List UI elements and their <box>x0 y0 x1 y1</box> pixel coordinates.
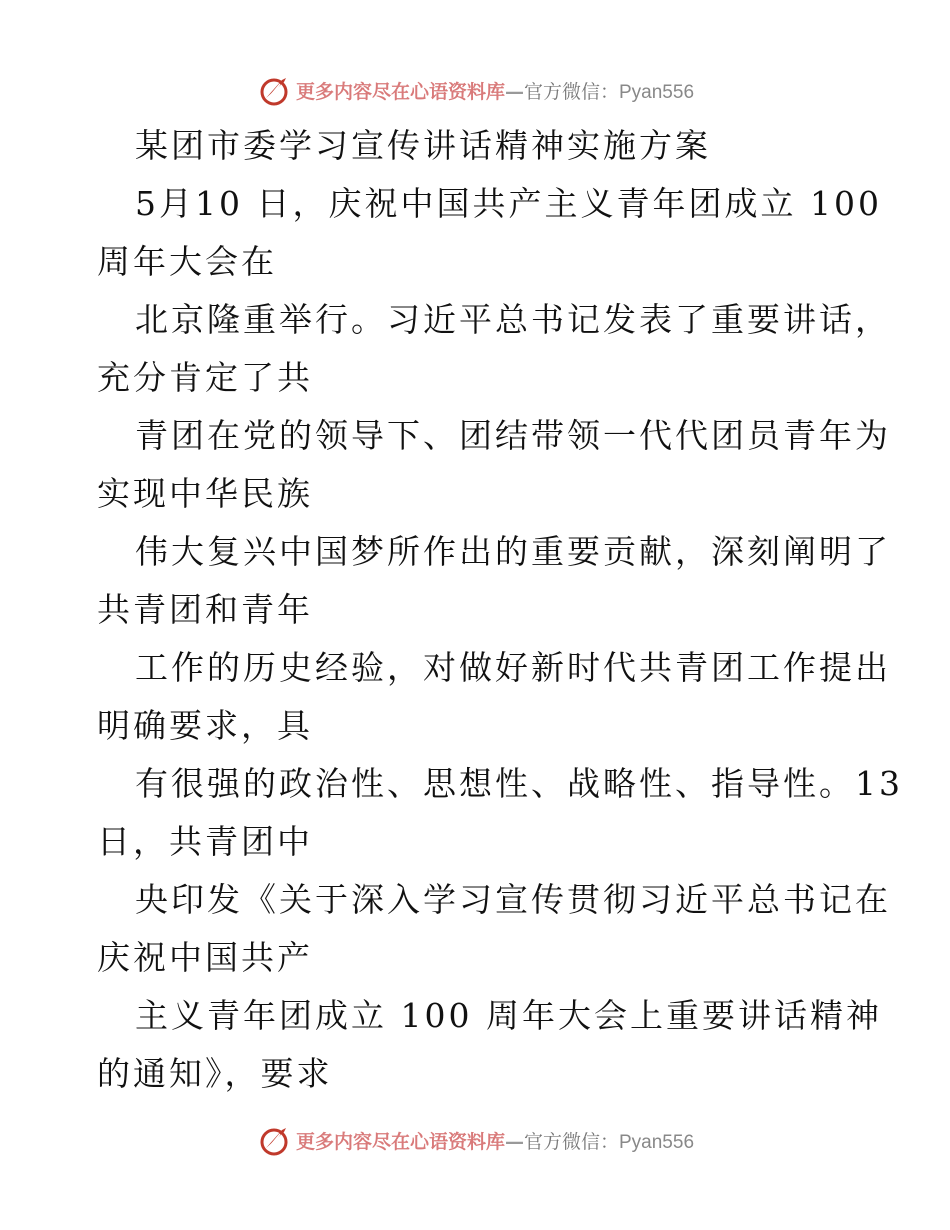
paragraph-line: 庆祝中国共产 <box>97 938 313 977</box>
watermark-text <box>296 1127 694 1154</box>
paragraph-line: 工作的历史经验，对做好新时代共青团工作提出 <box>135 648 891 687</box>
paragraph-line: 伟大复兴中国梦所作出的重要贡献，深刻阐明了 <box>135 532 891 571</box>
paragraph-line: 实现中华民族 <box>97 474 313 513</box>
paragraph-line: 明确要求，具 <box>97 706 313 745</box>
paragraph-line: 周年大会在 <box>97 242 277 281</box>
watermark-id: Pyan556 <box>619 81 695 103</box>
watermark-dash: — <box>504 1130 524 1153</box>
footer-watermark <box>0 1120 950 1160</box>
paragraph-line: 央印发《关于深入学习宣传贯彻习近平总书记在 <box>135 880 891 919</box>
paragraph-line: 有很强的政治性、思想性、战略性、指导性。13 <box>135 764 903 803</box>
paragraph-line: 北京隆重举行。习近平总书记发表了重要讲话， <box>135 300 891 339</box>
watermark-label: 官方微信： <box>523 1130 619 1153</box>
quill-logo-icon <box>256 72 292 108</box>
header-watermark <box>0 70 950 110</box>
watermark-text <box>296 77 694 104</box>
paragraph-line: 共青团和青年 <box>97 590 313 629</box>
paragraph-line: 青团在党的领导下、团结带领一代代团员青年为 <box>135 416 891 455</box>
quill-logo-icon <box>256 1122 292 1158</box>
paragraph-line: 充分肯定了共 <box>97 358 313 397</box>
watermark-label: 官方微信： <box>523 80 619 103</box>
watermark-id: Pyan556 <box>619 1131 695 1153</box>
paragraph-line: 日，共青团中 <box>97 822 313 861</box>
paragraph-line: 的通知》，要求 <box>97 1054 333 1093</box>
watermark-dash: — <box>504 80 524 103</box>
watermark-brand: 更多内容尽在心语资料库 <box>295 1130 505 1153</box>
paragraph-line: 主义青年团成立 100 周年大会上重要讲话精神 <box>135 996 882 1035</box>
document-title: 某团市委学习宣传讲话精神实施方案 <box>135 126 711 165</box>
watermark-brand: 更多内容尽在心语资料库 <box>295 80 505 103</box>
paragraph-line: 5月10 日，庆祝中国共产主义青年团成立 100 <box>135 184 882 223</box>
